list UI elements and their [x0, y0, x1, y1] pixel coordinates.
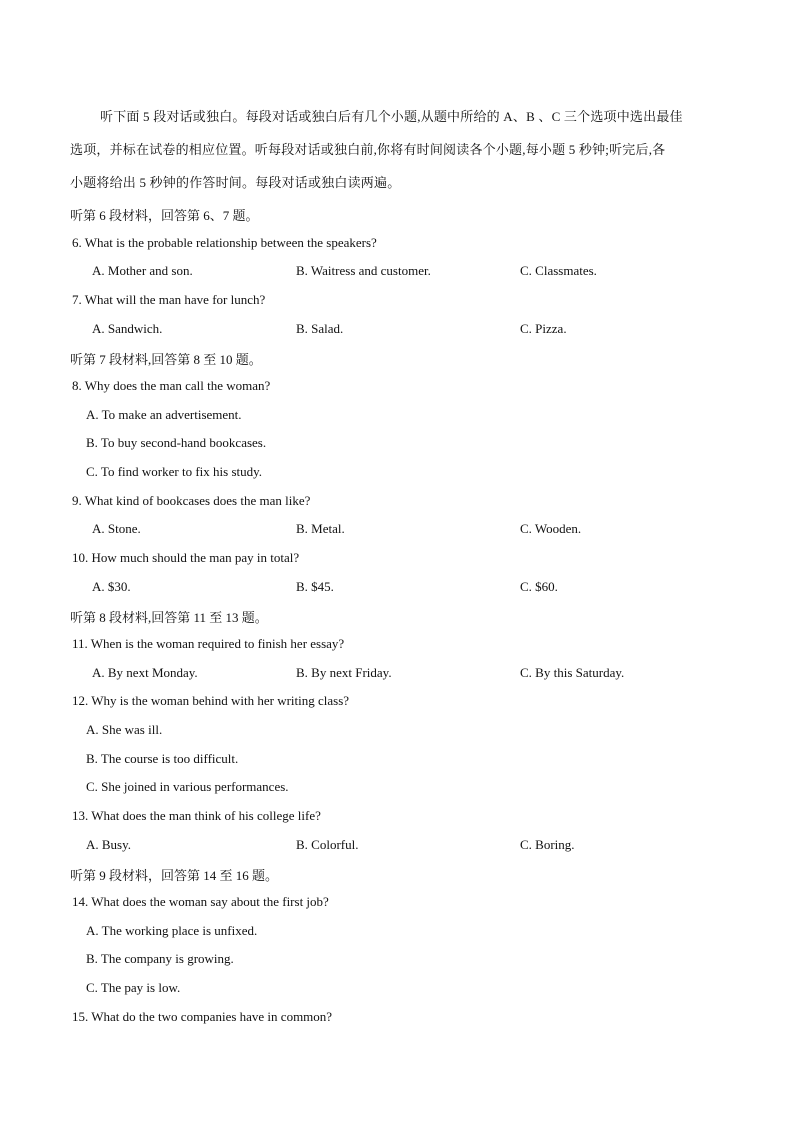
question-12-option-a: A. She was ill.	[86, 722, 163, 737]
option-row	[0, 923, 794, 943]
option-row	[0, 464, 794, 484]
question-13-option-b: B. Colorful.	[296, 837, 359, 852]
question-8: 8. Why does the man call the woman?	[72, 378, 271, 393]
question-14-option-b: B. The company is growing.	[86, 951, 234, 966]
section-header	[0, 205, 794, 225]
instructions-paragraph	[70, 100, 720, 199]
question-10-option-b: B. $45.	[296, 579, 334, 594]
question-10: 10. How much should the man pay in total?	[72, 550, 300, 565]
options-row	[0, 521, 794, 541]
instructions-line-1: 听下面 5 段对话或独白。每段对话或独白后有几个小题,从题中所给的 A、B 、C 三个选项中选出最佳	[100, 109, 683, 124]
option-row	[0, 951, 794, 971]
question-row	[0, 235, 794, 255]
question-row	[0, 292, 794, 312]
question-6-option-b: B. Waitress and customer.	[296, 263, 431, 278]
question-6: 6. What is the probable relationship between the speakers?	[72, 235, 377, 250]
section-6-header: 听第 6 段材料，回答第 6、7 题。	[70, 208, 259, 223]
question-11-option-b: B. By next Friday.	[296, 665, 392, 680]
question-13-option-a: A. Busy.	[86, 837, 132, 852]
instructions-line-3: 小题将给出 5 秒钟的作答时间。每段对话或独白读两遍。	[70, 175, 401, 190]
option-row	[0, 779, 794, 799]
question-11: 11. When is the woman required to finish her essay?	[72, 636, 345, 651]
question-row	[0, 550, 794, 570]
section-8-header: 听第 8 段材料,回答第 11 至 13 题。	[70, 610, 268, 625]
question-7-option-c: C. Pizza.	[520, 321, 567, 336]
options-row	[0, 321, 794, 341]
question-7-option-b: B. Salad.	[296, 321, 344, 336]
question-9-option-a: A. Stone.	[92, 521, 141, 536]
section-header	[0, 607, 794, 627]
question-15: 15. What do the two companies have in common?	[72, 1009, 333, 1024]
question-6-option-c: C. Classmates.	[520, 263, 597, 278]
section-header	[0, 865, 794, 885]
options-row	[0, 837, 794, 857]
question-10-option-a: A. $30.	[92, 579, 131, 594]
question-13-option-c: C. Boring.	[520, 837, 575, 852]
section-header	[0, 349, 794, 369]
question-7: 7. What will the man have for lunch?	[72, 292, 266, 307]
question-11-option-a: A. By next Monday.	[92, 665, 198, 680]
question-8-option-b: B. To buy second-hand bookcases.	[86, 435, 267, 450]
question-12: 12. Why is the woman behind with her writing class?	[72, 693, 350, 708]
question-6-option-a: A. Mother and son.	[92, 263, 193, 278]
question-10-option-c: C. $60.	[520, 579, 558, 594]
question-9-option-b: B. Metal.	[296, 521, 345, 536]
question-8-option-c: C. To find worker to fix his study.	[86, 464, 263, 479]
question-row	[0, 636, 794, 656]
section-7-header: 听第 7 段材料,回答第 8 至 10 题。	[70, 352, 262, 367]
question-8-option-a: A. To make an advertisement.	[86, 407, 242, 422]
option-row	[0, 435, 794, 455]
option-row	[0, 407, 794, 427]
question-14: 14. What does the woman say about the first job?	[72, 894, 329, 909]
question-12-option-c: C. She joined in various performances.	[86, 779, 289, 794]
question-13: 13. What does the man think of his college life?	[72, 808, 321, 823]
question-7-option-a: A. Sandwich.	[92, 321, 163, 336]
option-row	[0, 980, 794, 1000]
question-9: 9. What kind of bookcases does the man like?	[72, 493, 311, 508]
options-row	[0, 263, 794, 283]
question-14-option-c: C. The pay is low.	[86, 980, 181, 995]
question-row	[0, 693, 794, 713]
question-row	[0, 808, 794, 828]
options-row	[0, 579, 794, 599]
option-row	[0, 751, 794, 771]
question-row	[0, 894, 794, 914]
section-9-header: 听第 9 段材料，回答第 14 至 16 题。	[70, 868, 279, 883]
question-9-option-c: C. Wooden.	[520, 521, 582, 536]
question-row	[0, 493, 794, 513]
instructions-line-2: 选项，并标在试卷的相应位置。听每段对话或独白前,你将有时间阅读各个小题,每小题 5 秒钟;听完后,各	[70, 142, 666, 157]
options-row	[0, 665, 794, 685]
question-11-option-c: C. By this Saturday.	[520, 665, 625, 680]
question-row	[0, 378, 794, 398]
option-row	[0, 722, 794, 742]
question-row	[0, 1009, 794, 1029]
question-14-option-a: A. The working place is unfixed.	[86, 923, 258, 938]
question-12-option-b: B. The course is too difficult.	[86, 751, 239, 766]
